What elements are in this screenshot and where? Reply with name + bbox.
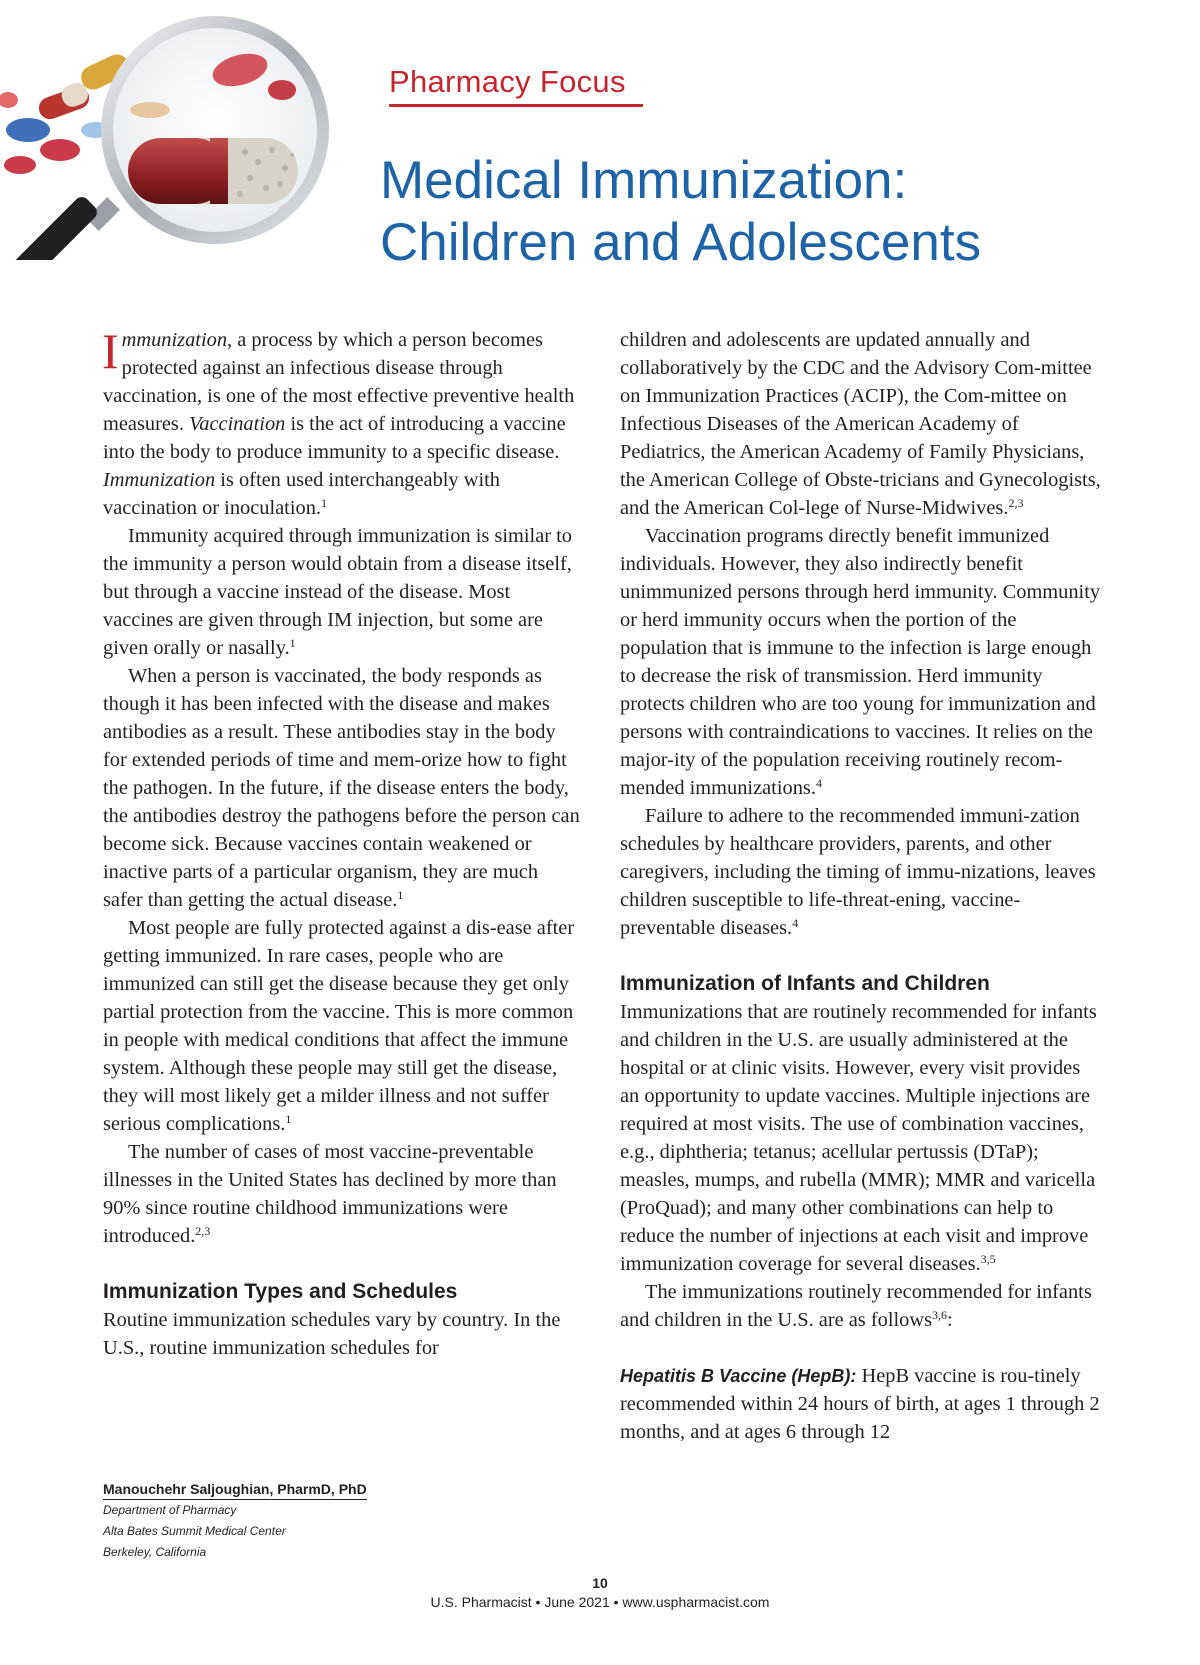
- publication-line: U.S. Pharmacist • June 2021 • www.uspharmacist.com: [430, 1594, 770, 1610]
- citation: 1: [321, 496, 327, 510]
- paragraph: Routine immunization schedules vary by country. In the U.S., routine immunization schedules for: [103, 1309, 561, 1359]
- citation: 3,5: [980, 1252, 996, 1266]
- citation: 2,3: [195, 1224, 211, 1238]
- magnifier-handle: [0, 194, 120, 260]
- term-immunization-2: Immunization: [103, 469, 216, 491]
- intro-paragraph: [102, 323, 581, 522]
- article-title: [380, 150, 1160, 274]
- intro-text-3: is often used interchangeably with vaccination or inoculation.: [103, 469, 500, 519]
- citation: 1: [397, 888, 404, 902]
- title-line-2: Children and Adolescents: [380, 213, 982, 272]
- author-location: Berkeley, California: [103, 1545, 207, 1559]
- right-column: [620, 326, 1102, 1446]
- drop-cap: I: [102, 323, 119, 379]
- citation: 2,3: [1008, 496, 1024, 510]
- section-heading-infants-children: Immunization of Infants and Children: [620, 972, 990, 995]
- left-column: [102, 323, 581, 1362]
- paragraph: Failure to adhere to the recommended immuni-zation schedules by healthcare providers, parents, and other caregivers, including the timing of immu-nizations, leaves children susceptible to life-threat-ening, vaccine-preventable diseases.$^4$: [620, 805, 1096, 939]
- author-department: Department of Pharmacy: [103, 1503, 237, 1517]
- section-label-underline: [389, 104, 643, 107]
- intro-text-2: is the act of introducing a vaccine into the body to produce immunity to a specific disease.: [103, 413, 566, 463]
- citation: 4: [792, 916, 799, 930]
- intro-text-1: , a process by which a person becomes protected against an infectious disease through vaccination, is one of the most effective preventive health measures.: [103, 329, 575, 435]
- citation: 3,6: [932, 1308, 948, 1322]
- magnifier-pills-illustration: [0, 0, 360, 260]
- author-institution: Alta Bates Summit Medical Center: [103, 1524, 286, 1538]
- page-footer: [0, 1574, 1200, 1612]
- run-in-heading-hepb: Hepatitis B Vaccine (HepB):: [620, 1366, 857, 1386]
- citation: 1: [289, 636, 296, 650]
- paragraph: The immunizations routinely recommended for infants and children in the U.S. are as follows$^{3,6}$:: [620, 1281, 1092, 1331]
- paragraph: Vaccination programs directly benefit immunized individuals. However, they also indirectly benefit unimmunized persons through herd immunity. Community or herd immunity occurs when the portion of the population that is immune to the infection is large enough to decrease the risk of transmission. Herd immunity protects children who are too young for immunization and persons with contraindications to vaccines. It relies on the major-ity of the population receiving routinely recom-mended immunizations.$^4$: [620, 525, 1101, 799]
- paragraph: Immunity acquired through immunization is similar to the immunity a person would obtain from a disease itself, but through a vaccine instead of the disease. Most vaccines are given through IM injection, but some are given orally or nasally.$^1$: [103, 525, 572, 659]
- section-label: Pharmacy Focus: [389, 64, 626, 99]
- paragraph-hepb: Hepatitis B Vaccine (HepB): HepB vaccine is rou-tinely recommended within 24 hours of birth, at ages 1 through 2 months, and at ages 6 through 12: [620, 1365, 1100, 1443]
- section-heading-types-schedules: Immunization Types and Schedules: [103, 1280, 458, 1303]
- paragraph: Most people are fully protected against a dis-ease after getting immunized. In rare cases, people who are immunized can still get the disease because they get only partial protection from the vaccine. This is more common in people with medical conditions that affect the immune system. Although these people may still get the disease, they will most likely get a milder illness and not suffer serious complications.$^1$: [103, 917, 575, 1135]
- paragraph: children and adolescents are updated annually and collaboratively by the CDC and the Advisory Com-mittee on Immunization Practices (ACIP), the Com-mittee on Infectious Diseases of the American Academy of Pediatrics, the American Academy of Family Physicians, the American College of Obste-tricians and Gynecologists, and the American Col-lege of Nurse-Midwives.$^{2,3}$: [620, 329, 1101, 519]
- paragraph: When a person is vaccinated, the body responds as though it has been infected with the disease and makes antibodies as a result. These antibodies stay in the body for extended periods of time and mem-orize how to fight the pathogen. In the future, if the disease enters the body, the antibodies destroy the pathogens before the person can become sick. Because vaccines contain weakened or inactive parts of a particular organism, they are much safer than getting the actual disease.$^1$: [103, 665, 580, 911]
- term-vaccination: Vaccination: [189, 413, 286, 435]
- author-name: Manouchehr Saljoughian, PharmD, PhD: [103, 1479, 367, 1500]
- term-immunization: mmunization: [121, 329, 228, 351]
- paragraph: The number of cases of most vaccine-preventable illnesses in the United States has declined by more than 90% since routine childhood immunizations were introduced.$^{2,3}$: [103, 1141, 557, 1247]
- title-line-1: Medical Immunization:: [380, 151, 908, 210]
- citation: 1: [285, 1112, 292, 1126]
- page-number: 10: [592, 1575, 608, 1591]
- author-block: [103, 1479, 483, 1563]
- paragraph: Immunizations that are routinely recommended for infants and children in the U.S. are usually administered at the hospital or at clinic visits. However, every visit provides an opportunity to update vaccines. Multiple injections are required at most visits. The use of combination vaccines, e.g., diphtheria; tetanus; acellular pertussis (DTaP); measles, mumps, and rubella (MMR); MMR and varicella (ProQuad); and many other combinations can help to reduce the number of injections at each visit and improve immunization coverage for several diseases.$^{3,5}$: [620, 1001, 1097, 1275]
- citation: 4: [815, 776, 822, 790]
